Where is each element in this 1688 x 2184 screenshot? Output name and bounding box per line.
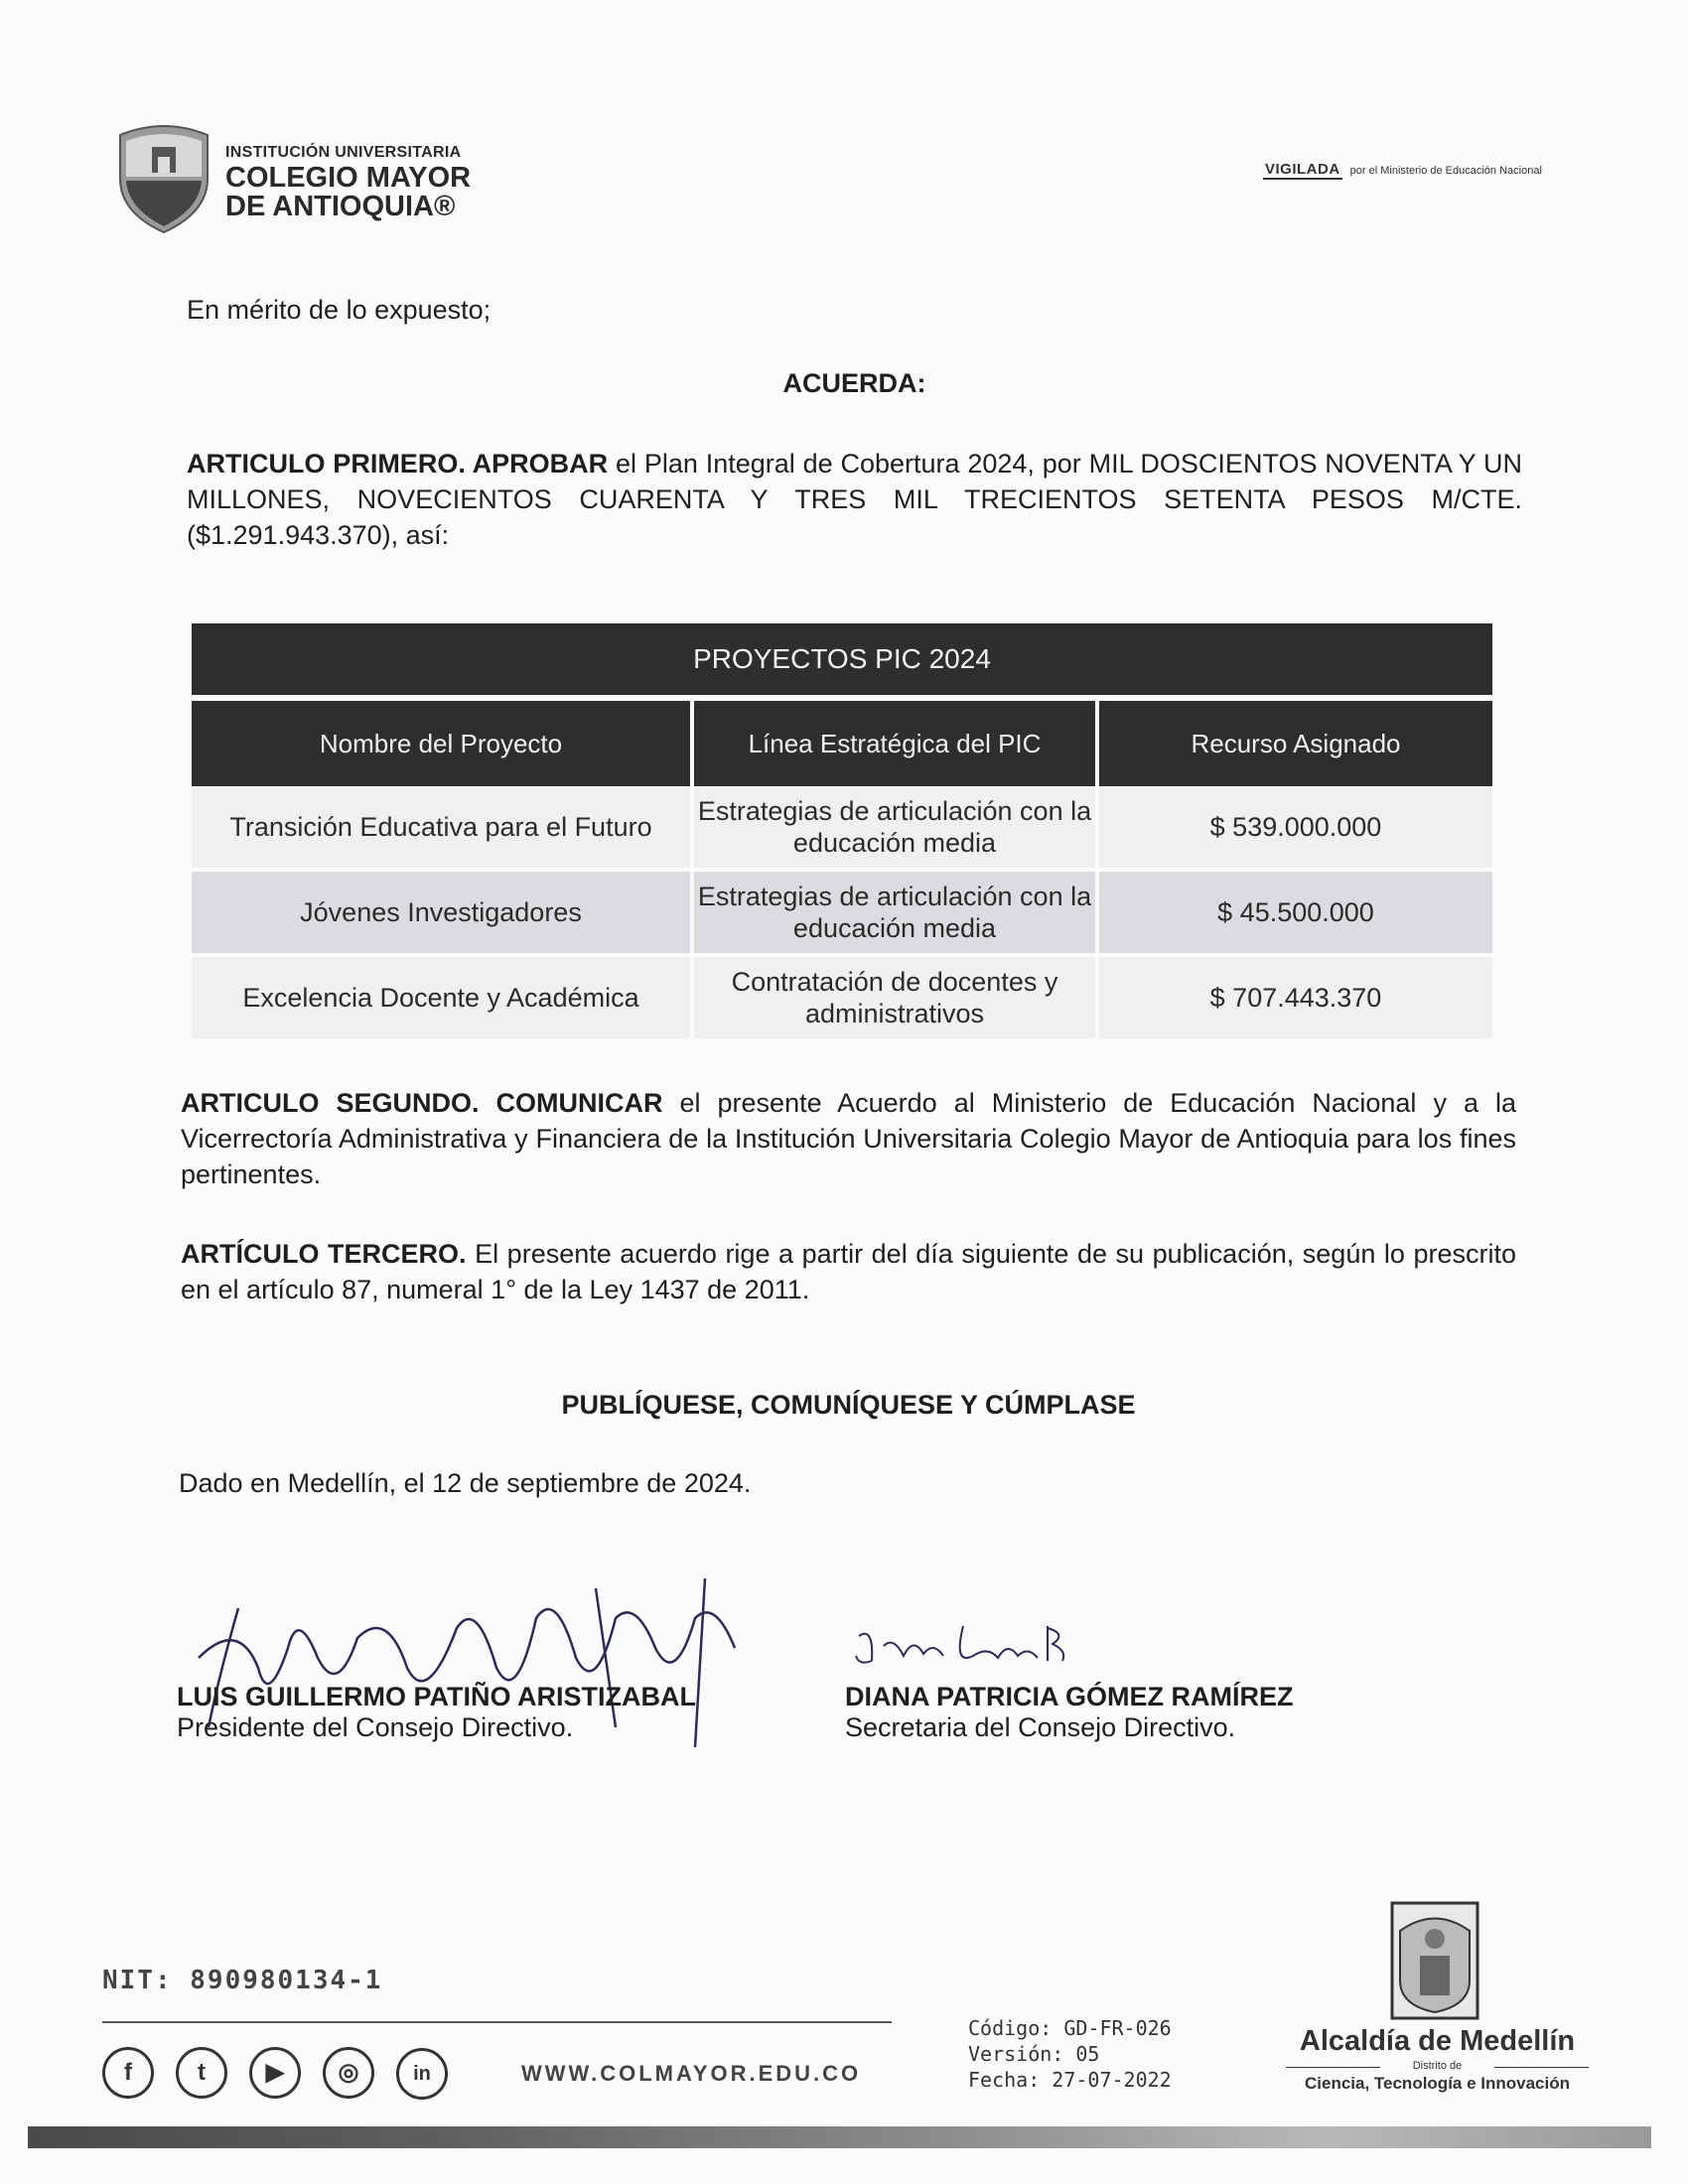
logo-line-1: INSTITUCIÓN UNIVERSITARIA bbox=[225, 144, 462, 161]
signature-block-secretary bbox=[845, 1682, 1293, 1743]
table-cell: Estrategias de articulación con la educación media bbox=[694, 872, 1099, 957]
footer-divider bbox=[102, 2021, 892, 2023]
version-text: Versión: 05 bbox=[968, 2042, 1100, 2066]
document-codes bbox=[968, 2015, 1172, 2093]
social-links bbox=[102, 2047, 470, 2100]
fecha-text: Fecha: 27-07-2022 bbox=[968, 2068, 1172, 2092]
signature-block-president bbox=[177, 1682, 696, 1743]
table-cell: Estrategias de articulación con la educación media bbox=[694, 786, 1099, 872]
table-row bbox=[192, 872, 1492, 957]
alcaldia-logo bbox=[1276, 2025, 1599, 2094]
codigo-text: Código: GD-FR-026 bbox=[968, 2016, 1172, 2040]
medellin-coat-of-arms-icon bbox=[1390, 1901, 1479, 2020]
nit-number: NIT: 890980134-1 bbox=[102, 1966, 383, 1995]
table-header: Nombre del Proyecto bbox=[192, 701, 694, 786]
table-cell: $ 539.000.000 bbox=[1099, 786, 1492, 872]
table-cell: Jóvenes Investigadores bbox=[192, 872, 694, 957]
articulo-segundo-label: ARTICULO SEGUNDO. COMUNICAR bbox=[181, 1088, 663, 1118]
table-header: Línea Estratégica del PIC bbox=[694, 701, 1099, 786]
articulo-primero bbox=[187, 446, 1522, 553]
table-row bbox=[192, 957, 1492, 1042]
vigilada-seal bbox=[1263, 161, 1542, 178]
intro-text: En mérito de lo expuesto; bbox=[187, 295, 492, 325]
youtube-icon[interactable]: ▶ bbox=[249, 2047, 301, 2099]
logo-line-3: DE ANTIOQUIA® bbox=[225, 191, 456, 222]
vigilada-subtitle: por el Ministerio de Educación Nacional bbox=[1349, 165, 1542, 177]
logo-line-2: COLEGIO MAYOR bbox=[225, 162, 472, 194]
table-title: PROYECTOS PIC 2024 bbox=[192, 623, 1492, 701]
articulo-primero-label: ARTICULO PRIMERO. APROBAR bbox=[187, 449, 609, 478]
table-cell: Excelencia Docente y Académica bbox=[192, 957, 694, 1042]
table-cell: Transición Educativa para el Futuro bbox=[192, 786, 694, 872]
instagram-icon[interactable]: ◎ bbox=[323, 2047, 374, 2099]
table-cell: Contratación de docentes y administrativos bbox=[694, 957, 1099, 1042]
twitter-icon[interactable]: t bbox=[176, 2047, 227, 2099]
table-cell: $ 707.443.370 bbox=[1099, 957, 1492, 1042]
table-cell: $ 45.500.000 bbox=[1099, 872, 1492, 957]
vigilada-label: VIGILADA bbox=[1265, 161, 1340, 178]
shield-logo-icon bbox=[114, 121, 213, 235]
projects-table bbox=[192, 623, 1492, 1042]
articulo-tercero bbox=[181, 1236, 1516, 1307]
handwritten-signature-2 bbox=[854, 1616, 1072, 1676]
signer-role: Presidente del Consejo Directivo. bbox=[177, 1712, 574, 1742]
table-header: Recurso Asignado bbox=[1099, 701, 1492, 786]
linkedin-icon[interactable]: in bbox=[396, 2048, 448, 2100]
dado-text: Dado en Medellín, el 12 de septiembre de 2024. bbox=[179, 1468, 752, 1498]
acuerda-heading: ACUERDA: bbox=[782, 368, 926, 398]
signer-name: LUIS GUILLERMO PATIÑO ARISTIZABAL bbox=[177, 1682, 696, 1711]
alcaldia-title: Alcaldía de Medellín bbox=[1299, 2025, 1576, 2057]
articulo-tercero-text: El presente acuerdo rige a partir del día siguiente de su publicación, según lo prescrito en el artículo 87, numeral 1° de la Ley 1437 de 2011. bbox=[181, 1239, 1517, 1304]
alcaldia-subtitle: Ciencia, Tecnología e Innovación bbox=[1304, 2074, 1571, 2093]
institution-logo bbox=[114, 121, 492, 240]
footer-gradient-bar bbox=[28, 2126, 1651, 2148]
table-row bbox=[192, 786, 1492, 872]
facebook-icon[interactable]: f bbox=[102, 2047, 154, 2099]
publiquese-heading: PUBLÍQUESE, COMUNÍQUESE Y CÚMPLASE bbox=[561, 1390, 1136, 1420]
articulo-segundo-text: el presente Acuerdo al Ministerio de Educación Nacional y a la Vicerrectoría Administrativa y Financiera de la Institución Universitaria Colegio Mayor de Antioquia para los fines pertinentes. bbox=[181, 1088, 1516, 1189]
articulo-tercero-label: ARTÍCULO TERCERO. bbox=[181, 1239, 467, 1269]
signer-role: Secretaria del Consejo Directivo. bbox=[845, 1712, 1236, 1742]
website-link[interactable]: WWW.COLMAYOR.EDU.CO bbox=[521, 2061, 862, 2086]
alcaldia-distrito: Distrito de bbox=[1276, 2060, 1599, 2072]
articulo-segundo bbox=[181, 1085, 1516, 1192]
articulo-primero-text: el Plan Integral de Cobertura 2024, por MIL DOSCIENTOS NOVENTA Y UN MILLONES, NOVECIENTOS CUARENTA Y TRES MIL TRECIENTOS SETENTA PESOS M/CTE. ($1.291.943.370), así: bbox=[187, 449, 1522, 550]
signer-name: DIANA PATRICIA GÓMEZ RAMÍREZ bbox=[845, 1682, 1294, 1711]
